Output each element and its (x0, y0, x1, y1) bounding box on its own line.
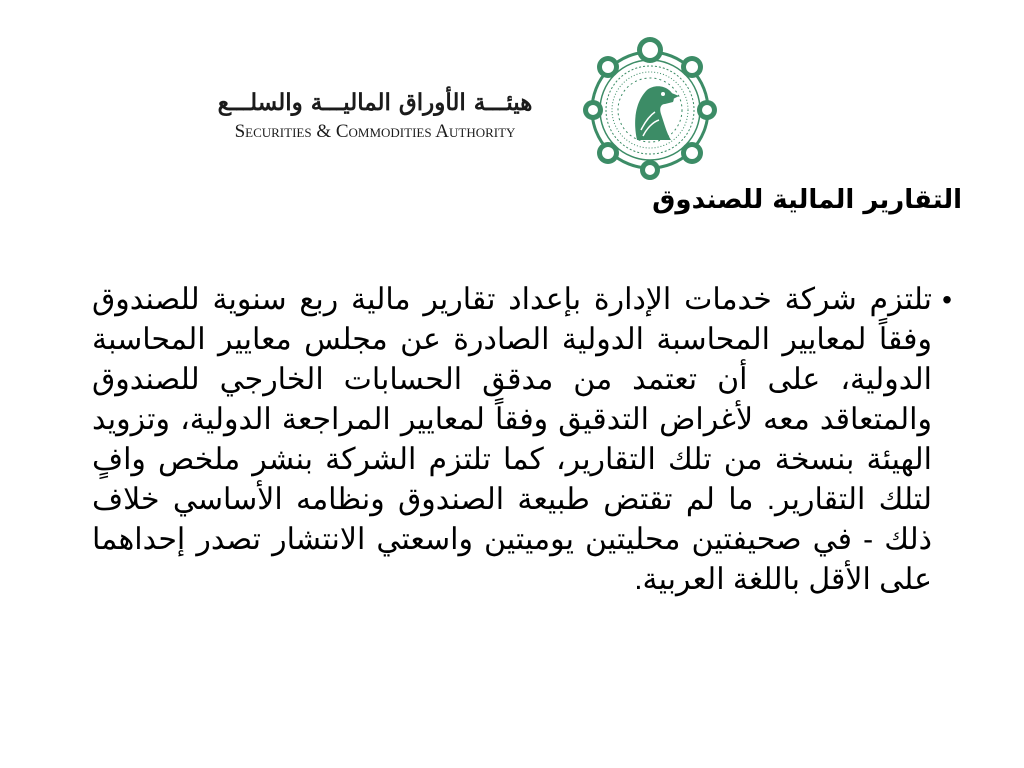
bullet-item (92, 280, 962, 600)
bullet-text: تلتزم شركة خدمات الإدارة بإعداد تقارير مالية ربع سنوية للصندوق وفقاً لمعايير المحاسبة الدولية الصادرة عن مجلس معايير المحاسبة الدولية، على أن تعتمد من مدقق الحسابات الخارجي للصندوق والمتعاقد معه لأغراض التدقيق وفقاً لمعايير المراجعة الدولية، وتزويد الهيئة بنسخة من تلك التقارير، كما تلتزم الشركة بنشر ملخص وافٍ لتلك التقارير. ما لم تقتض طبيعة الصندوق ونظامه الأساسي خلاف ذلك - في صحيفتين محليتين يوميتين واسعتي الانتشار تصدر إحداهما على الأقل باللغة العربية. (92, 283, 932, 596)
logo-arabic-name: هيئـــة الأوراق الماليـــة والسلـــع (217, 89, 533, 116)
logo-english-name: Securities & Commodities Authority (234, 121, 516, 142)
bullet-marker: • (942, 284, 952, 315)
authority-logo (180, 30, 800, 180)
slide-content (92, 280, 962, 600)
falcon-emblem-icon (575, 30, 725, 180)
slide-title: التقارير المالية للصندوق (652, 185, 962, 215)
logo-text (180, 88, 570, 144)
